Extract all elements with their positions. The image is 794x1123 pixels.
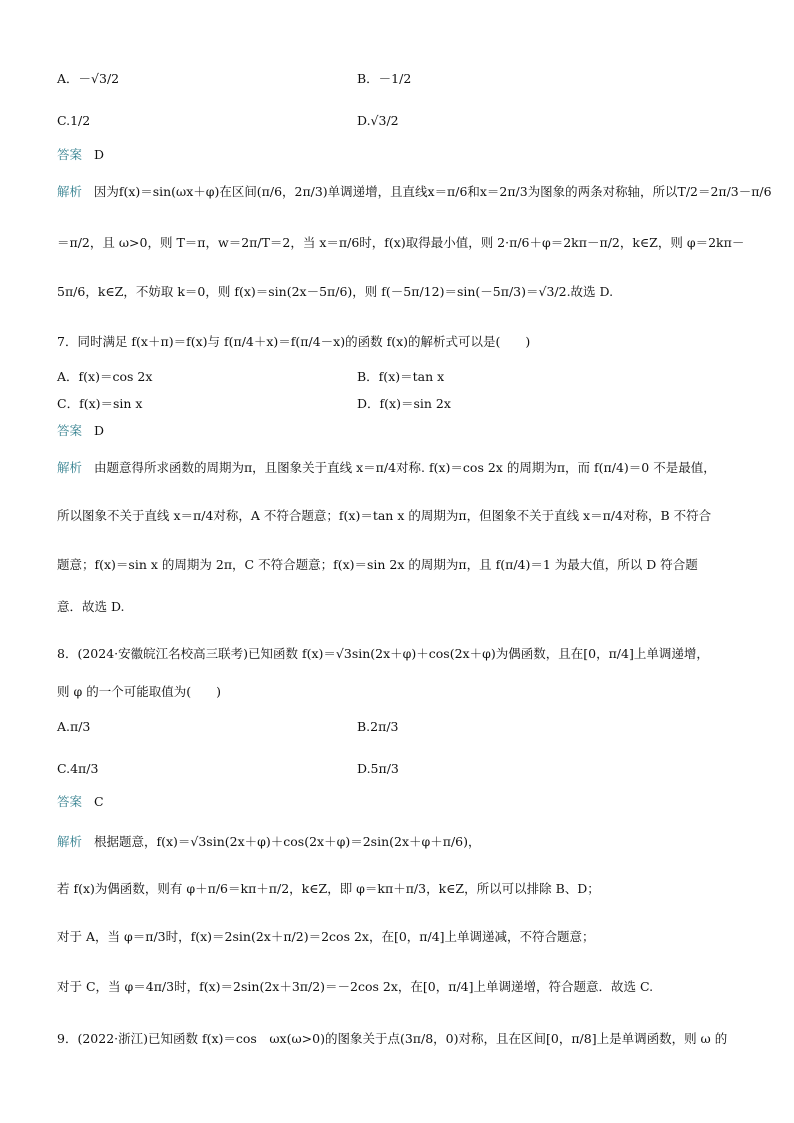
q6-answer: D [93,147,104,162]
analysis-label: 解析 [57,834,83,849]
q7-option-d: D．f(x)＝sin 2x [357,396,451,411]
q7-option-c: C．f(x)＝sin x [57,396,143,411]
answer-label: 答案 [57,147,83,162]
q8-option-b: B.2π/3 [357,719,399,734]
q7-option-b: B．f(x)＝tan x [357,369,445,384]
q7-option-a: A．f(x)＝cos 2x [57,369,153,384]
q7-stem: 7．同时满足 f(x＋π)＝f(x)与 f(π/4＋x)＝f(π/4－x)的函数 f(x)的解析式可以是( ) [57,334,531,349]
q7-answer-row [57,422,104,440]
q6-option-a: A．－√3/2 [57,71,120,86]
q7-answer: D [93,423,104,438]
q7-analysis-line-2: 所以图象不关于直线 x＝π/4对称，A 不符合题意；f(x)＝tan x 的周期为π，但图象不关于直线 x＝π/4对称，B 不符合 [57,508,712,523]
q6-option-b: B．－1/2 [357,71,412,86]
answer-label: 答案 [57,794,83,809]
q8-option-d: D.5π/3 [357,761,399,776]
q6-answer-row [57,146,104,164]
q6-analysis-line-3: 5π/6，k∈Z，不妨取 k＝0，则 f(x)＝sin(2x－5π/6)，则 f(－5π/12)＝sin(－5π/3)＝√3/2.故选 D. [57,284,614,299]
q8-stem-line-2: 则 φ 的一个可能取值为( ) [57,684,221,699]
analysis-label: 解析 [57,184,82,199]
q7-analysis-line-4: 意．故选 D. [57,599,125,614]
q6-option-d: D.√3/2 [357,113,399,128]
q7-analysis-line-3: 题意；f(x)＝sin x 的周期为 2π，C 不符合题意；f(x)＝sin 2x 的周期为π，且 f(π/4)＝1 为最大值，所以 D 符合题 [57,557,698,572]
q8-option-a: A.π/3 [57,719,91,734]
q8-analysis-line-1: 解析 根据题意，f(x)＝√3sin(2x＋φ)＋cos(2x＋φ)＝2sin(2x＋φ＋π/6)， [57,834,481,849]
q6-analysis-line-2: ＝π/2，且 ω>0，则 T＝π，w＝2π/T＝2，当 x＝π/6时，f(x)取得最小值，则 2·π/6＋φ＝2kπ－π/2，k∈Z，则 φ＝2kπ－ [57,235,745,250]
q8-answer: C [93,794,104,809]
q6-analysis-line-1: 解析 因为f(x)＝sin(ωx＋φ)在区间(π/6，2π/3)单调递增，且直线x＝π/6和x＝2π/3为图象的两条对称轴，所以T/2＝2π/3－π/6 [57,184,772,199]
q7-analysis-line-1: 解析 由题意得所求函数的周期为π，且图象关于直线 x＝π/4对称. f(x)＝cos 2x 的周期为π，而 f(π/4)＝0 不是最值， [57,460,716,475]
q9-stem: 9．(2022·浙江)已知函数 f(x)＝cos ωx(ω>0)的图象关于点(3π/8，0)对称，且在区间[0，π/8]上是单调函数，则 ω 的 [57,1031,728,1046]
analysis-label: 解析 [57,460,83,475]
q8-stem-line-1: 8．(2024·安徽皖江名校高三联考)已知函数 f(x)＝√3sin(2x＋φ)＋cos(2x＋φ)为偶函数，且在[0，π/4]上单调递增， [57,646,709,661]
q8-answer-row [57,793,104,811]
q8-analysis-line-2: 若 f(x)为偶函数，则有 φ＋π/6＝kπ＋π/2，k∈Z，即 φ＝kπ＋π/3，k∈Z，所以可以排除 B、D； [57,881,600,896]
answer-label: 答案 [57,423,83,438]
q6-option-c: C.1/2 [57,113,91,128]
q8-analysis-line-4: 对于 C，当 φ＝4π/3时，f(x)＝2sin(2x＋3π/2)＝－2cos 2x，在[0，π/4]上单调递增，符合题意．故选 C. [57,979,654,994]
q8-analysis-line-3: 对于 A，当 φ＝π/3时，f(x)＝2sin(2x＋π/2)＝2cos 2x，在[0，π/4]上单调递减，不符合题意； [57,929,595,944]
q8-option-c: C.4π/3 [57,761,99,776]
